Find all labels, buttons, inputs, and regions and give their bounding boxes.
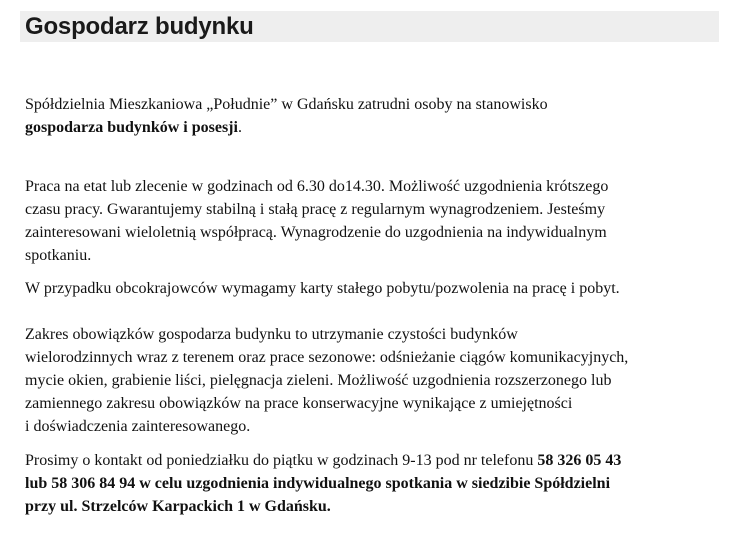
intro-period: . <box>237 119 242 136</box>
terms-line-2: czasu pracy. Gwarantujemy stabilną i stałą pracę z regularnym wynagrodzeniem. Jesteśmy <box>25 201 606 218</box>
duties-line-4: zamiennego zakresu obowiązków na prace konserwacyjne wynikające z umiejętności <box>25 395 573 412</box>
employment-terms-paragraph <box>25 175 725 267</box>
contact-paragraph <box>25 449 725 518</box>
duties-line-2: wielorodzinnych wraz z terenem oraz prace sezonowe: odśnieżanie ciągów komunikacyjnych, <box>25 349 629 366</box>
position-name: gospodarza budynków i posesji <box>25 119 238 136</box>
terms-line-1: Praca na etat lub zlecenie w godzinach od 6.30 do14.30. Możliwość uzgodnienia krótszego <box>25 178 609 195</box>
page-title: Gospodarz budynku <box>25 13 254 40</box>
contact-text: Prosimy o kontakt od poniedziałku do piątku w godzinach 9-13 pod nr telefonu <box>25 452 538 469</box>
title-bar <box>20 11 719 42</box>
duties-line-1: Zakres obowiązków gospodarza budynku to utrzymanie czystości budynków <box>25 326 518 343</box>
office-address: przy ul. Strzelców Karpackich 1 w Gdańsku. <box>25 498 331 515</box>
duties-line-5: i doświadczenia zainteresowanego. <box>25 418 251 435</box>
duties-paragraph <box>25 323 725 438</box>
posting-content <box>25 93 725 518</box>
duties-line-3: mycie okien, grabienie liści, pielęgnacja zieleni. Możliwość uzgodnienia rozszerzonego lub <box>25 372 612 389</box>
terms-line-3: zainteresowani wieloletnią współpracą. Wynagrodzenie do uzgodnienia na indywidualnym <box>25 224 607 241</box>
terms-line-4: spotkaniu. <box>25 247 92 264</box>
phone-number-2-and-meeting: lub 58 306 84 94 w celu uzgodnienia indywidualnego spotkania w siedzibie Spółdzielni <box>25 475 611 492</box>
phone-number-1: 58 326 05 43 <box>537 452 622 469</box>
intro-text: Spółdzielnia Mieszkaniowa „Południe” w Gdańsku zatrudni osoby na stanowisko <box>25 96 548 113</box>
intro-paragraph <box>25 93 725 139</box>
foreigners-paragraph: W przypadku obcokrajowców wymagamy karty stałego pobytu/pozwolenia na pracę i pobyt. <box>25 280 620 297</box>
